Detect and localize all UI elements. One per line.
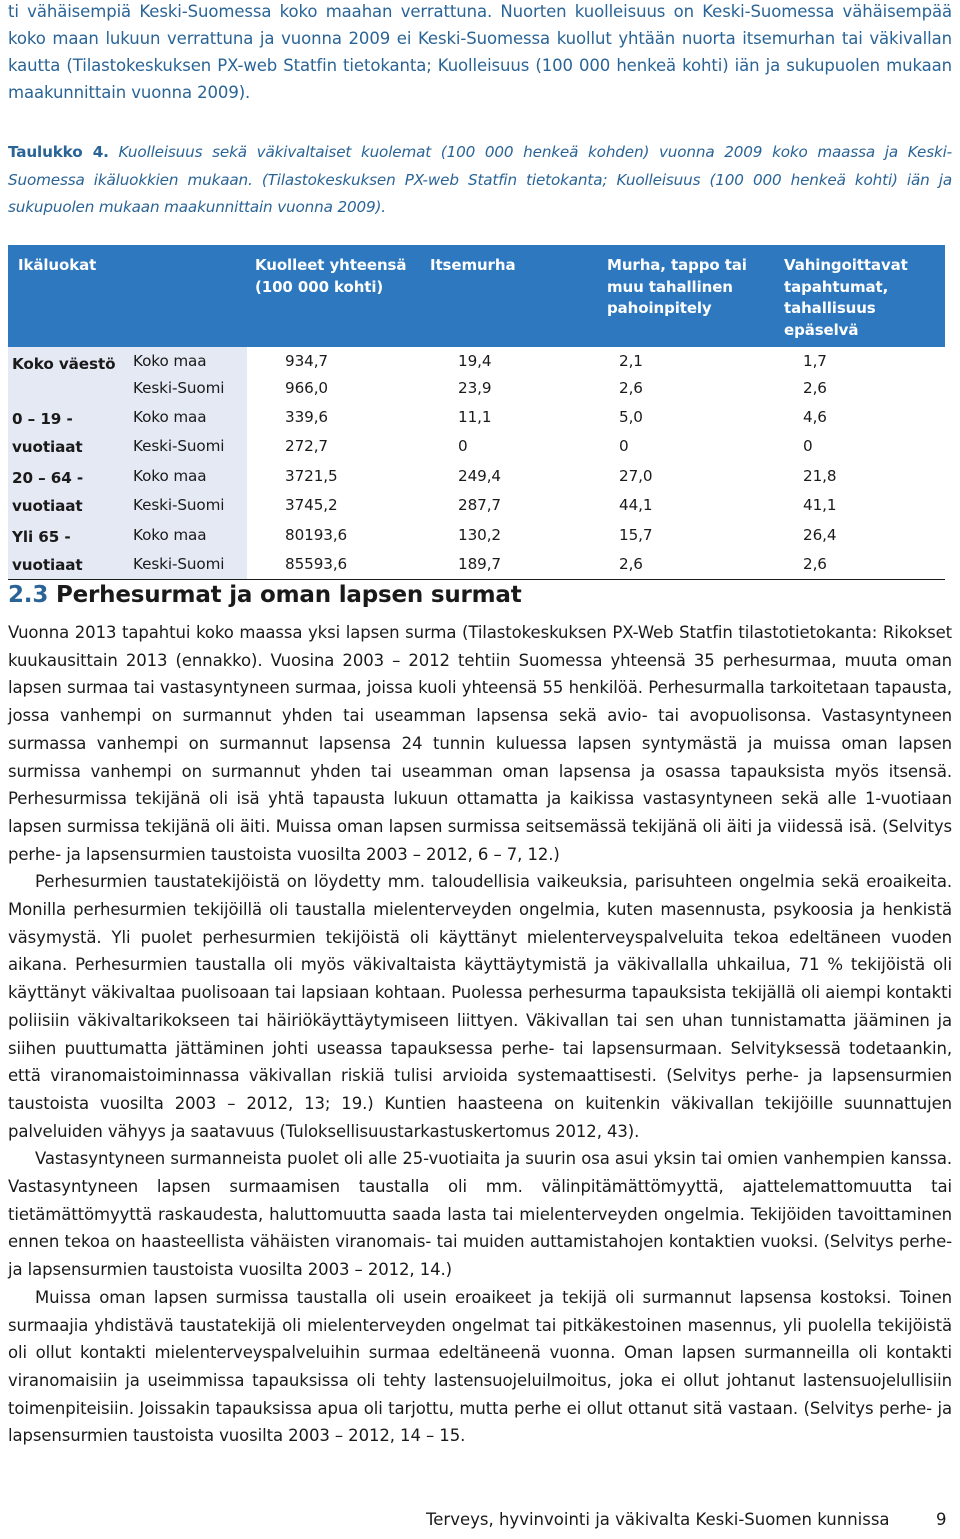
undetermined-cell: 2,6 [803,379,827,398]
page-number: 9 [936,1510,947,1529]
table-row [8,432,945,462]
region-cell: Keski-Suomi [126,549,247,579]
body-text [8,619,952,1450]
body-paragraph: Muissa oman lapsen surmissa taustalla oli usein eroaikeet ja tekijä oli surmannut lapsensa kostoksi. Toinen surmaajia yhdistävä taustatekijä oli mielenterveyden ongelmat tai pitkäkestoinen masennus, yli puolella tekijöistä oli ollut kontakti mielenterveyspalveluihin surmaa edeltäneenä vuonna. Oman lapsen surmanneilla oli kontakti viranomaisiin ja useimmissa tapauksissa oli tehty lastensuojeluilmoitus, joka ei ollut johtanut lastensuojelullisiin toimenpiteisiin. Joissakin tapauksissa apua oli tarjottu, mutta perhe ei ollut ottanut sitä vastaan. (Selvitys perhe- ja lapsensurmien taustoista vuosilta 2003 – 2012, 14 – 15. [8,1287,952,1446]
mortality-table [8,245,945,580]
undetermined-cell: 0 [803,437,813,456]
section-heading [8,582,522,608]
homicide-cell: 5,0 [619,407,643,426]
region-cell: Koko maa [126,347,247,375]
table-row [8,402,945,432]
suicide-cell: 19,4 [458,351,492,370]
table-caption [8,139,952,222]
group-label: Yli 65 - vuotiaat [8,520,126,580]
intro-paragraph: ti vähäisempiä Keski-Suomessa koko maahan verrattuna. Nuorten kuolleisuus on Keski-Suomessa vähäisempää koko maan lukuun verrattuna ja vuonna 2009 ei Keski-Suomessa kuollut yhtään nuorta itsemurhan tai väkivallan kautta (Tilastokeskuksen PX-web Statfin tietokanta; Kuolleisuus (100 000 henkeä kohti) iän ja sukupuolen mukaan maakunnittain vuonna 2009). [8,2,952,102]
total-cell: 3745,2 [285,496,338,515]
undetermined-cell: 26,4 [803,525,837,544]
region-cell: Koko maa [126,402,247,432]
homicide-cell: 0 [619,437,629,456]
region-cell: Keski-Suomi [126,432,247,462]
homicide-cell: 2,1 [619,351,643,370]
suicide-cell: 189,7 [422,549,599,579]
total-cell: 966,0 [285,379,328,398]
homicide-cell: 2,6 [619,379,643,398]
total-cell: 934,7 [285,351,328,370]
total-cell: 339,6 [285,407,328,426]
group-label: 20 – 64 - vuotiaat [8,461,126,520]
group-label: Koko väestö [8,347,126,402]
body-paragraph: Perhesurmien taustatekijöistä on löydetty mm. taloudellisia vaikeuksia, parisuhteen ongelmia sekä eroaikeita. Monilla perhesurmien tekijöillä oli taustalla mielenterveyden ongelmia, kuten masennusta, psykoosia ja henkistä väsymystä. Yli puolet perhesurmien tekijöistä oli käyttänyt mielenterveyspalveluita tekoa edeltäneen vuoden aikana. Perhesurmien taustalla oli myös väkivaltaista käyttäytymistä ja väkivallalla uhkailua, 71 % tekijöistä oli käyttänyt väkivaltaa puolisoaan tai lapsiaan kohtaan. Puolessa perhesurma tapauksista tekijällä oli aiempi kontakti poliisiin väkivaltarikokseen tai häiriökäyttäytymiseen liittyen. Väkivallan tai sen uhan tunnistamatta jääminen ja siihen puuttumatta jättäminen johti useassa tapauksessa perhe- tai lapsensurmaan. Selvityksessä todetaankin, että viranomaistoiminnassa väkivallan riskiä tulisi arvioida systemaattisesti. (Selvitys perhe- ja lapsensurmien taustoista vuosilta 2003 – 2012, 13; 19.) Kuntien haasteena on kuitenkin väkivallan tekijöille suunnattujen palveluiden vähyys ja saatavuus (Tuloksellisuustarkastuskertomus 2012, 43). [8,872,952,1141]
total-cell: 85593,6 [247,549,422,579]
homicide-cell: 2,6 [599,549,774,579]
suicide-cell: 130,2 [458,525,501,544]
region-cell: Koko maa [126,461,247,491]
suicide-cell: 23,9 [458,379,492,398]
section-number: 2.3 [8,582,49,608]
header-homicide: Murha, tappo tai muu tahallinen pahoinpitely [599,245,774,347]
table-row [8,347,945,375]
homicide-cell: 15,7 [619,525,653,544]
table-caption-label: Taulukko 4. [8,143,109,161]
table-row [8,549,945,579]
region-cell: Keski-Suomi [126,375,247,403]
undetermined-cell: 2,6 [774,549,945,579]
suicide-cell: 11,1 [458,407,492,426]
table-caption-text: Kuolleisuus sekä väkivaltaiset kuolemat (100 000 henkeä kohden) vuonna 2009 koko maassa ja Keski-Suomessa ikäluokkien mukaan. (Tilastokeskuksen PX-web Statfin tietokanta; Kuolleisuus (100 000 henkeä kohti) iän ja sukupuolen mukaan maakunnittain vuonna 2009). [8,143,952,216]
table-row [8,491,945,521]
header-total-deaths: Kuolleet yhteensä (100 000 kohti) [247,245,422,347]
header-suicide: Itsemurha [422,245,599,347]
suicide-cell: 0 [458,437,468,456]
footer-title: Terveys, hyvinvointi ja väkivalta Keski-Suomen kunnissa [426,1510,890,1529]
homicide-cell: 27,0 [619,466,653,485]
total-cell: 272,7 [285,437,328,456]
table-row [8,461,945,491]
total-cell: 80193,6 [285,525,348,544]
table-row [8,520,945,549]
section-title: Perhesurmat ja oman lapsen surmat [55,582,522,608]
undetermined-cell: 41,1 [803,496,837,515]
undetermined-cell: 4,6 [803,407,827,426]
suicide-cell: 287,7 [458,496,501,515]
region-cell: Koko maa [126,520,247,549]
body-paragraph: Vastasyntyneen surmanneista puolet oli alle 25-vuotiaita ja suurin osa asui yksin tai omien vanhempien kanssa. Vastasyntyneen lapsen surmaamisen taustalla oli mm. välinpitämättömyyttä, ajattelemattomuutta tai tietämättömyyttä raskaudesta, haluttomuutta saada lasta tai mielenterveyden ongelmia. Tekijöiden tavoittaminen ennen tekoa on haasteellista vähäisten viranomais- tai muiden auttamistahojen kontaktien vuoksi. (Selvitys perhe- ja lapsensurmien taustoista vuosilta 2003 – 2012, 14.) [8,1149,952,1280]
body-paragraph: Vuonna 2013 tapahtui koko maassa yksi lapsen surma (Tilastokeskuksen PX-Web Statfin tilastotietokanta: Rikokset kuukausittain 2013 (ennakko). Vuosina 2003 – 2012 tehtiin Suomessa yhteensä 35 perhesurmaa, muuta oman lapsen surmaa tai vastasyntyneen surmaa, joissa kuoli yhteensä 55 henkilöä. Perhesurmalla tarkoitetaan tapausta, jossa vanhempi on surmannut yhden tai useamman lapsensa sekä avio- tai avopuolisonsa. Vastasyntyneen surmassa vanhempi on surmannut lapsensa 24 tunnin kuluessa lapsen syntymästä ja muissa oman lapsen surmissa vanhempi on surmannut yhden tai useamman oman lapsensa ja osassa tapauksista myös itsensä. Perhesurmissa tekijänä oli isä yhtä tapausta lukuun ottamatta ja kaikissa vastasyntyneen sekä alle 1-vuotiaan lapsen surmissa tekijänä oli äiti. Muissa oman lapsen surmissa seitsemässä tekijänä oli äiti ja viidessä isä. (Selvitys perhe- ja lapsensurmien taustoista vuosilta 2003 – 2012, 6 – 7, 12.) [8,623,952,864]
undetermined-cell: 21,8 [803,466,837,485]
header-undetermined-intent: Vahingoittavat tapahtumat, tahallisuus epäselvä [774,245,945,347]
region-cell: Keski-Suomi [126,491,247,521]
table-row [8,375,945,403]
group-label: 0 – 19 - vuotiaat [8,402,126,461]
header-age-groups: Ikäluokat [8,245,247,347]
suicide-cell: 249,4 [458,466,501,485]
table-header-row [8,245,945,347]
homicide-cell: 44,1 [619,496,653,515]
undetermined-cell: 1,7 [803,351,827,370]
total-cell: 3721,5 [285,466,338,485]
